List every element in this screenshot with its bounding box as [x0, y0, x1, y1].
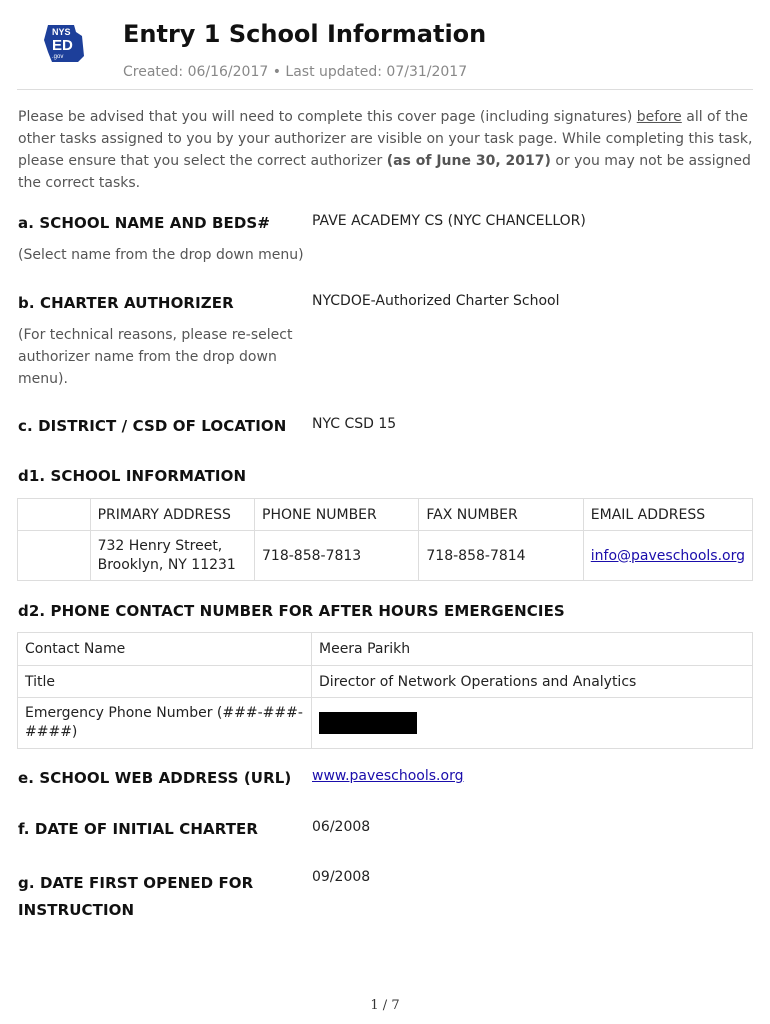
emergency-phone-label-line-1: Emergency Phone Number (###-###- [25, 705, 303, 721]
school-info-table [17, 498, 753, 581]
header-fax-number: FAX NUMBER [419, 499, 583, 531]
redacted-phone [319, 712, 417, 734]
contact-name-value: Meera Parikh [312, 633, 753, 666]
intro-underlined: before [636, 109, 682, 125]
district-value: NYC CSD 15 [312, 416, 397, 432]
address-line-1: 732 Henry Street, [97, 537, 223, 554]
initial-charter-label: f. DATE OF INITIAL CHARTER [18, 820, 259, 838]
created-updated-dates: Created: 06/16/2017 • Last updated: 07/31/2017 [123, 64, 468, 80]
intro-notice [18, 106, 753, 194]
first-opened-label [18, 870, 253, 924]
header-email-address: EMAIL ADDRESS [583, 499, 752, 531]
web-address-value [312, 768, 463, 784]
intro-text-2: all of the other tasks assigned to you by your authorizer are visible on your task page. While completing this task, please ensure that you select the correct authorizer [18, 109, 753, 169]
primary-address-cell [90, 531, 254, 581]
table-row [18, 698, 753, 749]
first-opened-label-line-1: g. DATE FIRST OPENED FOR [18, 874, 254, 892]
intro-bold: (as of June 30, 2017) [386, 153, 551, 169]
header-primary-address: PRIMARY ADDRESS [90, 499, 254, 531]
table-header-row [18, 499, 753, 531]
school-name-hint: (Select name from the drop down menu) [18, 247, 304, 263]
page-number: 1 / 7 [370, 998, 400, 1013]
emergency-contact-label: d2. PHONE CONTACT NUMBER FOR AFTER HOURS EMERGENCIES [18, 602, 565, 620]
intro-text-1: Please be advised that you will need to complete this cover page (including signatures) [18, 109, 637, 125]
svg-text:.gov: .gov [52, 54, 64, 60]
charter-authorizer-value: NYCDOE-Authorized Charter School [312, 293, 560, 309]
address-line-2: Brooklyn, NY 11231 [97, 556, 236, 573]
charter-authorizer-label: b. CHARTER AUTHORIZER [18, 294, 234, 312]
charter-authorizer-hint: (For technical reasons, please re-select authorizer name from the drop down menu). [18, 327, 293, 387]
table-row [18, 633, 753, 666]
email-link[interactable]: info@paveschools.org [590, 547, 745, 564]
initial-charter-value: 06/2008 [312, 819, 371, 835]
emergency-phone-value [312, 698, 753, 749]
web-address-link[interactable]: www.paveschools.org [312, 768, 464, 784]
district-label: c. DISTRICT / CSD OF LOCATION [18, 417, 287, 435]
school-name-value: PAVE ACADEMY CS (NYC CHANCELLOR) [312, 213, 586, 229]
emergency-phone-label-line-2: ####) [25, 724, 78, 740]
intro-text-3: or you may not be assigned the correct tasks. [18, 153, 751, 191]
page-title: Entry 1 School Information [123, 20, 487, 48]
first-opened-label-line-2: INSTRUCTION [18, 901, 135, 919]
svg-text:NYS: NYS [52, 27, 71, 37]
header-phone-number: PHONE NUMBER [255, 499, 419, 531]
contact-title-value: Director of Network Operations and Analytics [312, 666, 753, 698]
school-name-label: a. SCHOOL NAME AND BEDS# [18, 214, 270, 232]
emergency-phone-label [18, 698, 312, 749]
svg-text:ED: ED [52, 37, 73, 54]
first-opened-value: 09/2008 [312, 869, 371, 885]
empty-row-cell [18, 531, 91, 581]
web-address-label: e. SCHOOL WEB ADDRESS (URL) [18, 769, 292, 787]
table-row [18, 531, 753, 581]
phone-number-cell: 718-858-7813 [255, 531, 419, 581]
contact-title-label: Title [18, 666, 312, 698]
empty-header-cell [18, 499, 91, 531]
contact-name-label: Contact Name [18, 633, 312, 666]
nysed-logo [38, 22, 88, 66]
table-row [18, 666, 753, 698]
school-info-label: d1. SCHOOL INFORMATION [18, 467, 247, 485]
emergency-contact-table [17, 632, 753, 749]
fax-number-cell: 718-858-7814 [419, 531, 583, 581]
header-divider [17, 89, 753, 90]
email-address-cell [583, 531, 752, 581]
